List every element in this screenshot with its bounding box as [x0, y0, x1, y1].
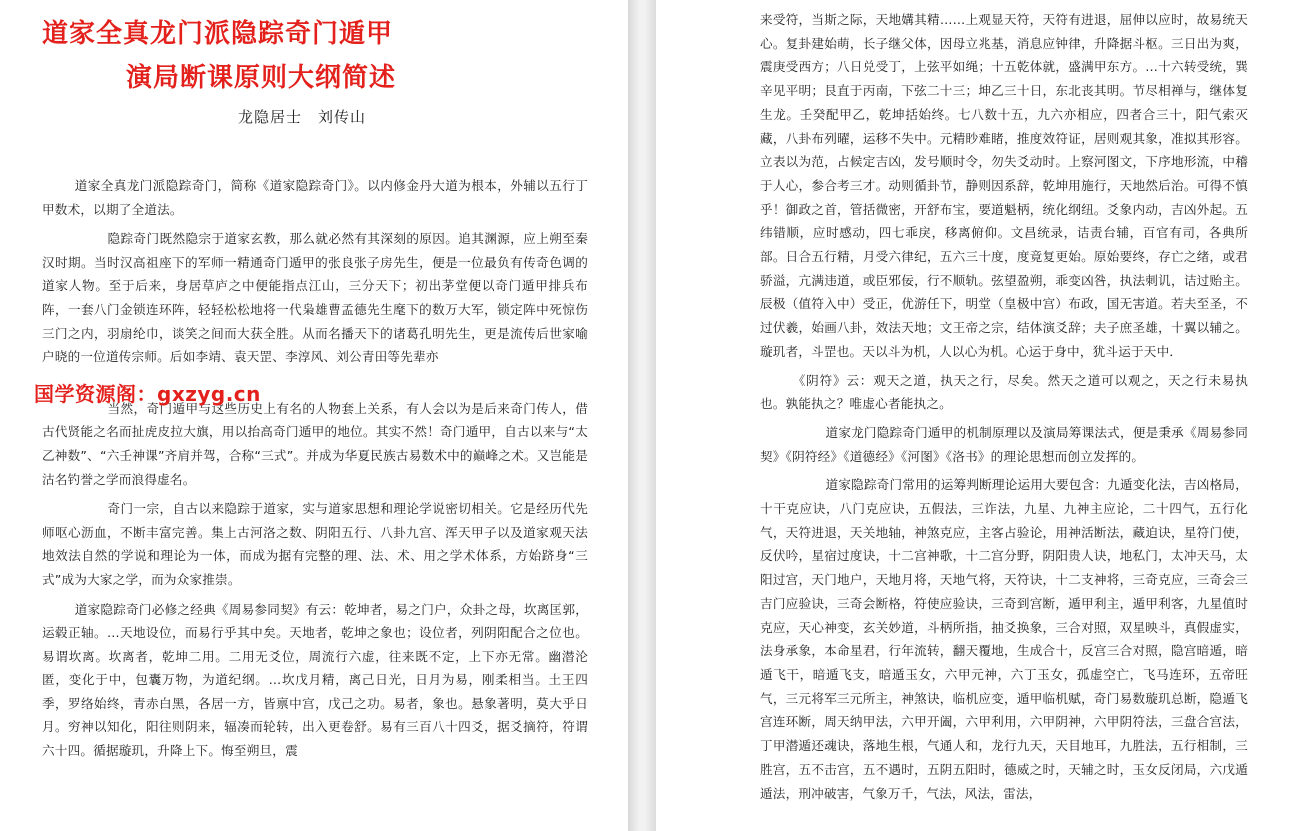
right-page: [656, 0, 1292, 831]
watermark-text: 国学资源阁：gxzyg.cn: [34, 382, 261, 406]
title-line-2: 演局断课原则大纲简述: [126, 63, 397, 93]
paragraph: 道家隐踪奇门常用的运筹判断理论运用大要包含：九遁变化法，吉凶格局，十干克应诀，八门克应诀，五假法，三诈法，九星、九神主应论，二十四气，五行化气，天符进退，天关地轴，神煞克应，主客占验论，用神活断法，藏迫诀，星符门使，反伏吟，星宿过度诀，十二宫神歌，十二宫分野，阴阳贵人诀，地私门，太冲天马，太阳过宫，天门地户，天地月将，天地气将，天符诀，十二支神将，三奇克应，三奇会三吉门应验诀，三奇会断格，符使应验诀，三奇到宫断，遁甲利主，遁甲利客，九星值时克应，天心神变，玄关妙道，斗柄所指，抽爻换象，三合对照，双星映斗，真假虚实，法身承象，本命星君，行年流转，翻天覆地，生成合十，反宫三合对照，隐宫暗遁，暗遁飞干，暗遁飞支，暗遁玉女，六甲元神，六丁玉女，孤虚空亡，飞马连环，五帝旺气，三元将军三元所主，神煞诀，临机应变，遁甲临机赋，奇门易数璇玑总断，隐遁飞宫连环断，周天纳甲法，六甲开阖，六甲利用，六甲阴神，六甲阴符法，三盘合宫法，丁甲潜遁还魂诀，落地生根，气通人和，龙行九天，天目地耳，九胜法，五行相制，三胜宫，五不击宫，五不遇时，五阴五阳时，德威之时，天辅之时，玉女反闭局，六戊遁遁法，刑冲破害，气象万千，气法，风法，雷法，: [760, 477, 1248, 801]
paragraph: 道家龙门隐踪奇门遁甲的机制原理以及演局筹课法式，便是秉承《周易参同契》《阴符经》《道德经》《河图》《洛书》的理论思想而创立发挥的。: [760, 424, 1248, 464]
paragraph: 道家全真龙门派隐踪奇门，简称《道家隐踪奇门》。以内修金丹大道为根本，外辅以五行丁甲数术，以期了全道法。: [42, 178, 588, 217]
paragraph: 道家隐踪奇门必修之经典《周易参同契》有云：乾坤者，易之门户，众卦之母，坎离匡郭，运毂正轴。…天地设位，而易行乎其中矣。天地者，乾坤之象也；设位者，列阴阳配合之位也。易谓坎离。坎离者，乾坤二用。二用无爻位，周流行六虚，往来既不定，上下亦无常。幽潜沦匿，变化于中，包囊万物，为道纪纲。…坎戊月精，离己日光，日月为易，刚柔相当。土王四季，罗络始终，青赤白黑，各居一方，皆禀中宫，戊己之功。易者，象也。悬象著明，莫大乎日月。穷神以知化，阳往则阴来，辐凑而轮转，出入更卷舒。易有三百八十四爻，据爻摘符，符谓六十四。循据璇玑，升降上下。悔至朔旦，震: [42, 601, 588, 759]
paragraph: 《阴符》云：观天之道，执天之行，尽矣。然天之道可以观之，天之行未易执也。孰能执之？唯虚心者能执之。: [760, 372, 1248, 412]
paragraph: 来受符，当斯之际，天地媾其精……上观显天符，天符有进退，屈伸以应时，故易统天心。复卦建始萌，长子继父体，因母立兆基，消息应钟律，升降据斗枢。三日出为爽，震庚受西方；八日兑受丁，上弦平如绳；十五乾体就，盛满甲东方。…十六转受统，巽辛见平明；艮直于丙南，下弦二十三；坤乙三十日，东北丧其明。节尽相禅与，继体复生龙。壬癸配甲乙，乾坤括始终。七八数十五，九六亦相应，四者合三十，阳气索灭藏，八卦布列曜，运移不失中。元精眇难睹，推度效符证，居则观其象，准拟其形容。立表以为范，占候定吉凶，发号顺时令，勿失爻动时。上察河图文，下序地形流，中稽于人心，参合考三才。动则循卦节，静则因系辞，乾坤用施行，天地然后治。可得不慎乎！御政之首，管括微密，开舒布宝，要道魁柄，统化纲纽。爻象内动，吉凶外起。五纬错顺，应时感动，四七乖戾，移离俯仰。文昌统录，诘责台辅，百官有司，各典所部。日合五行精，月受六律纪，五六三十度，度竟复更始。原始要终，存亡之绪，或君骄溢，亢满违道，或臣邪佞，行不顺轨。弦望盈朔，乖变凶咎，执法刺讥，诘过贻主。辰极（值符入中）受正，优游任下，明堂（皇极中宫）布政，国无害道。若夫至圣，不过伏羲，始画八卦，效法天地；文王帝之宗，结体演爻辞；夫子庶圣雄，十翼以辅之。璇玑者，斗罡也。天以斗为机，人以心为机。心运于身中，犹斗运于天中．: [760, 12, 1248, 359]
author-line: 龙隐居士 刘传山: [238, 108, 367, 126]
paragraph: 当然，奇门遁甲与这些历史上有名的人物套上关系，有人会以为是后来奇门传人，借古代贤能之名而扯虎皮拉大旗，用以抬高奇门遁甲的地位。其实不然！奇门遁甲，自古以来与“太乙神数”、“六壬神课”齐肩并驾，合称“三式”。并成为华夏民族古易数术中的巅峰之术。又岂能是沽名钓誉之学而浪得虚名。: [42, 400, 588, 487]
paragraph: 隐踪奇门既然隐宗于道家玄教，那么就必然有其深刻的原因。追其渊源，应上朔至秦汉时期。当时汉高祖座下的军师一精通奇门遁甲的张良张子房先生，便是一位最负有传奇色调的道家人物。至于后来，身居草庐之中便能指点江山，三分天下；初出茅堂便以奇门遁甲排兵布阵，一套八门金锁连环阵，轻轻松松地将一代枭雄曹孟德先生麾下的数万大军，锁定阵中死惊伤三门之内，羽扇纶巾，谈笑之间而大获全胜。从而名播天下的诸葛孔明先生，更是流传后世家喻户晓的一位道传宗师。后如李靖、袁天罡、李淳风、刘公青田等先辈亦: [42, 231, 588, 365]
left-page: [0, 0, 628, 831]
title-line-1: 道家全真龙门派隐踪奇门遁甲: [42, 19, 394, 49]
paragraph: 奇门一宗，自古以来隐踪于道家，实与道家思想和理论学说密切相关。它是经历代先师呕心沥血，不断丰富完善。集上古河洛之数、阴阳五行、八卦九宫、浑天甲子以及道家观天法地效法自然的学说和理论为一体，而成为据有完整的理、法、术、用之学术体系，方始跻身“三式”成为大家之学，而为众家推崇。: [42, 501, 588, 587]
page-gutter: [628, 0, 656, 831]
